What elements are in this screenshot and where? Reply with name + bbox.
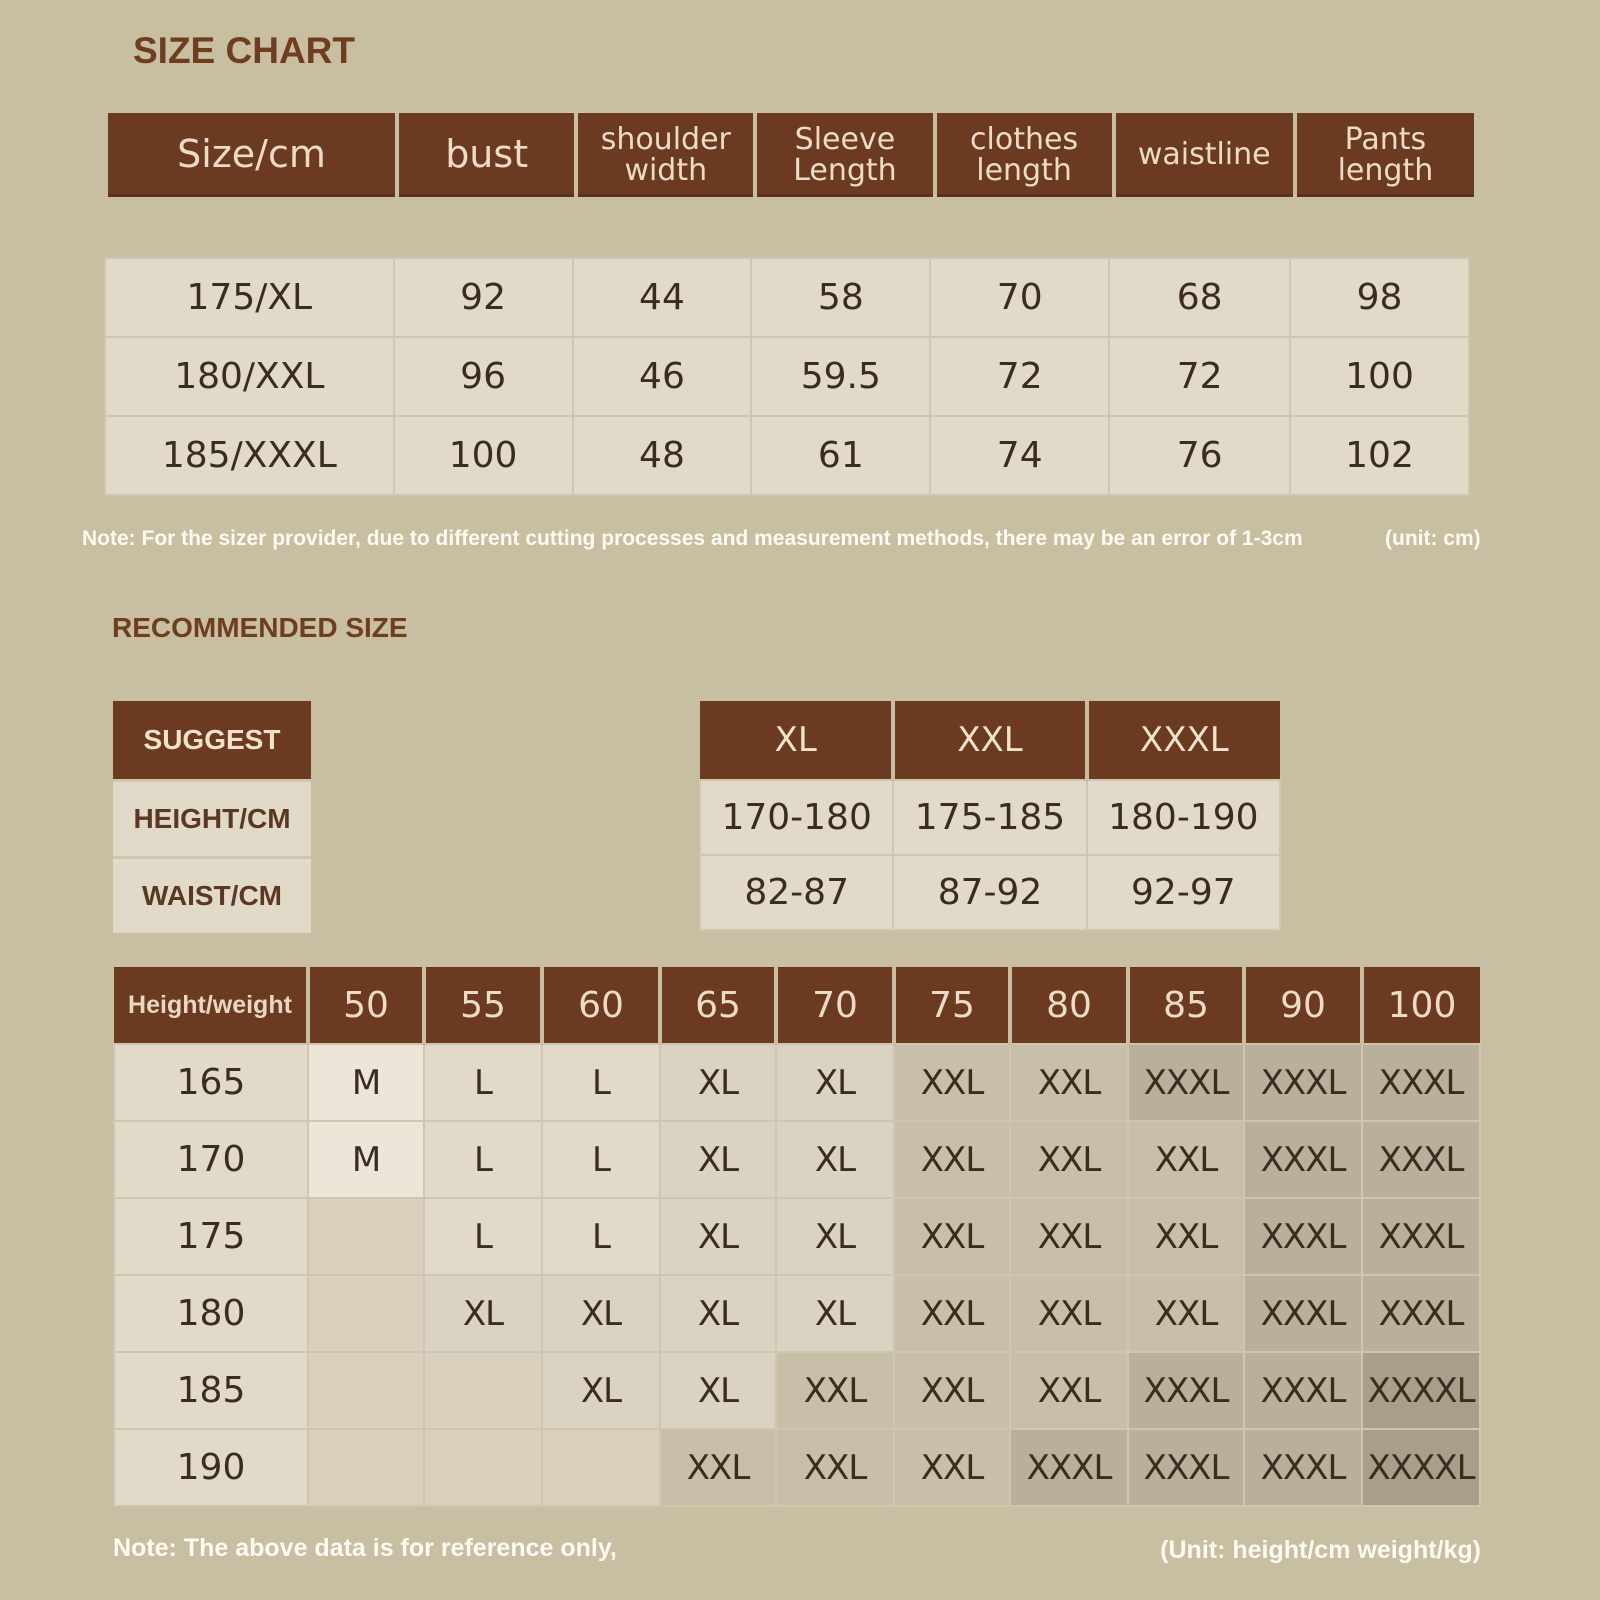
size-cell: XL [660,1275,776,1352]
suggest-label: SUGGEST [113,701,311,781]
table-cell: 96 [394,337,573,416]
table-cell: 102 [1290,416,1469,495]
size-cell: XXXL [1244,1352,1362,1429]
table-cell: 100 [1290,337,1469,416]
waist-range: 87-92 [893,855,1086,930]
table-row [114,1352,1480,1429]
size-cell: XXL [894,1352,1010,1429]
weight-header: 75 [894,967,1010,1044]
size-cell: XXXL [1362,1198,1480,1275]
header-bust: bust [397,113,576,197]
size-cell: XXXL [1244,1121,1362,1198]
size-cell: XXXL [1128,1352,1244,1429]
weight-header: 85 [1128,967,1244,1044]
size-cell: XXL [894,1275,1010,1352]
header-shoulder-width: shoulder width [576,113,755,197]
size-cell: XXL [776,1352,894,1429]
header-size: Size/cm [108,113,397,197]
size-cell: XXXL [1010,1429,1128,1506]
height-row-header: 180 [114,1275,308,1352]
table-cell: 46 [573,337,752,416]
table-row [114,1044,1480,1121]
size-cell: XL [776,1044,894,1121]
weight-header: 65 [660,967,776,1044]
size-cell: XL [424,1275,542,1352]
size-cell [308,1352,424,1429]
note-text: Note: For the sizer provider, due to different cutting processes and measurement methods, there may be an error of 1-3cm [82,527,1303,550]
height-weight-grid [113,967,1481,1507]
table-row [105,416,1469,495]
size-cell: XXL [1010,1275,1128,1352]
size-cell: XXXL [1244,1044,1362,1121]
height-row-header: 190 [114,1429,308,1506]
size-xxxl: XXXL [1087,701,1280,780]
size-chart-note [82,527,1502,551]
size-cell: XXXL [1244,1275,1362,1352]
table-cell: 68 [1109,258,1290,337]
table-cell: 70 [930,258,1109,337]
weight-header: 60 [542,967,660,1044]
size-cell: XXXL [1244,1429,1362,1506]
size-cell: XXL [1128,1198,1244,1275]
table-cell: 100 [394,416,573,495]
size-chart-title: SIZE CHART [133,30,355,71]
size-cell [308,1429,424,1506]
table-cell: 180/XXL [105,337,394,416]
height-row-header: 185 [114,1352,308,1429]
size-cell: XXL [1010,1198,1128,1275]
size-cell: XXXL [1362,1121,1480,1198]
size-chart-header [108,113,1474,197]
size-cell: XXXL [1244,1198,1362,1275]
size-cell: XXL [1128,1121,1244,1198]
size-cell: XL [660,1044,776,1121]
size-cell: XXXL [1362,1044,1480,1121]
table-cell: 185/XXXL [105,416,394,495]
table-row [700,855,1280,930]
size-cell: XL [776,1198,894,1275]
height-range: 175-185 [893,780,1086,855]
size-cell: XXL [1128,1275,1244,1352]
weight-header: 80 [1010,967,1128,1044]
size-cell: XXL [1010,1044,1128,1121]
size-cell: XXXL [1128,1044,1244,1121]
weight-header: 100 [1362,967,1480,1044]
table-row [114,1429,1480,1506]
weight-header: 55 [424,967,542,1044]
size-cell: XXL [1010,1121,1128,1198]
size-xxl: XXL [893,701,1086,780]
size-cell: XXL [894,1121,1010,1198]
weight-header: 50 [308,967,424,1044]
size-cell: XXL [1010,1352,1128,1429]
grid-unit: (Unit: height/cm weight/kg) [1160,1536,1481,1564]
size-cell: XXL [894,1044,1010,1121]
size-chart-body [104,257,1470,496]
height-row-header: 170 [114,1121,308,1198]
table-row [114,1198,1480,1275]
table-cell: 175/XL [105,258,394,337]
size-cell: L [424,1121,542,1198]
size-cell: L [424,1198,542,1275]
weight-header: 70 [776,967,894,1044]
size-cell [308,1198,424,1275]
size-cell: XL [776,1275,894,1352]
waist-range: 82-87 [700,855,893,930]
header-sleeve-length: Sleeve Length [755,113,934,197]
table-row [114,1121,1480,1198]
table-cell: 44 [573,258,752,337]
size-cell: XL [660,1352,776,1429]
height-row-header: 175 [114,1198,308,1275]
size-cell: XL [542,1275,660,1352]
grid-note: Note: The above data is for reference only, [113,1534,617,1562]
size-cell: L [542,1121,660,1198]
size-xl: XL [700,701,893,780]
size-cell: L [424,1044,542,1121]
header-clothes-length: clothes length [935,113,1114,197]
unit-text: (unit: cm) [1385,527,1481,550]
suggest-labels [113,701,311,933]
recommended-size-title: RECOMMENDED SIZE [112,612,408,643]
suggest-table [699,701,1281,931]
size-cell: XL [542,1352,660,1429]
size-cell: XL [660,1121,776,1198]
size-cell: XL [660,1198,776,1275]
table-cell: 61 [751,416,930,495]
table-cell: 72 [930,337,1109,416]
table-cell: 59.5 [751,337,930,416]
size-cell: XXL [776,1429,894,1506]
size-cell [424,1429,542,1506]
size-cell: XXL [894,1198,1010,1275]
size-cell [308,1275,424,1352]
size-cell [424,1352,542,1429]
table-row [105,337,1469,416]
height-row-header: 165 [114,1044,308,1121]
table-row [700,780,1280,855]
height-label: HEIGHT/CM [113,781,311,858]
height-range: 180-190 [1087,780,1280,855]
size-cell [542,1429,660,1506]
size-cell: L [542,1198,660,1275]
table-cell: 72 [1109,337,1290,416]
table-row [114,1275,1480,1352]
waist-label: WAIST/CM [113,858,311,934]
size-cell: XXXXL [1362,1429,1480,1506]
size-cell: XL [776,1121,894,1198]
size-cell: M [308,1121,424,1198]
table-cell: 48 [573,416,752,495]
size-cell: M [308,1044,424,1121]
size-cell: XXXL [1362,1275,1480,1352]
table-cell: 92 [394,258,573,337]
table-row [105,258,1469,337]
table-cell: 98 [1290,258,1469,337]
waist-range: 92-97 [1087,855,1280,930]
size-cell: XXL [894,1429,1010,1506]
grid-corner-label: Height/weight [114,967,308,1044]
table-cell: 74 [930,416,1109,495]
table-cell: 58 [751,258,930,337]
size-cell: XXXXL [1362,1352,1480,1429]
table-cell: 76 [1109,416,1290,495]
header-waistline: waistline [1114,113,1295,197]
size-cell: L [542,1044,660,1121]
size-cell: XXL [660,1429,776,1506]
height-range: 170-180 [700,780,893,855]
header-pants-length: Pants length [1295,113,1474,197]
weight-header: 90 [1244,967,1362,1044]
size-cell: XXXL [1128,1429,1244,1506]
